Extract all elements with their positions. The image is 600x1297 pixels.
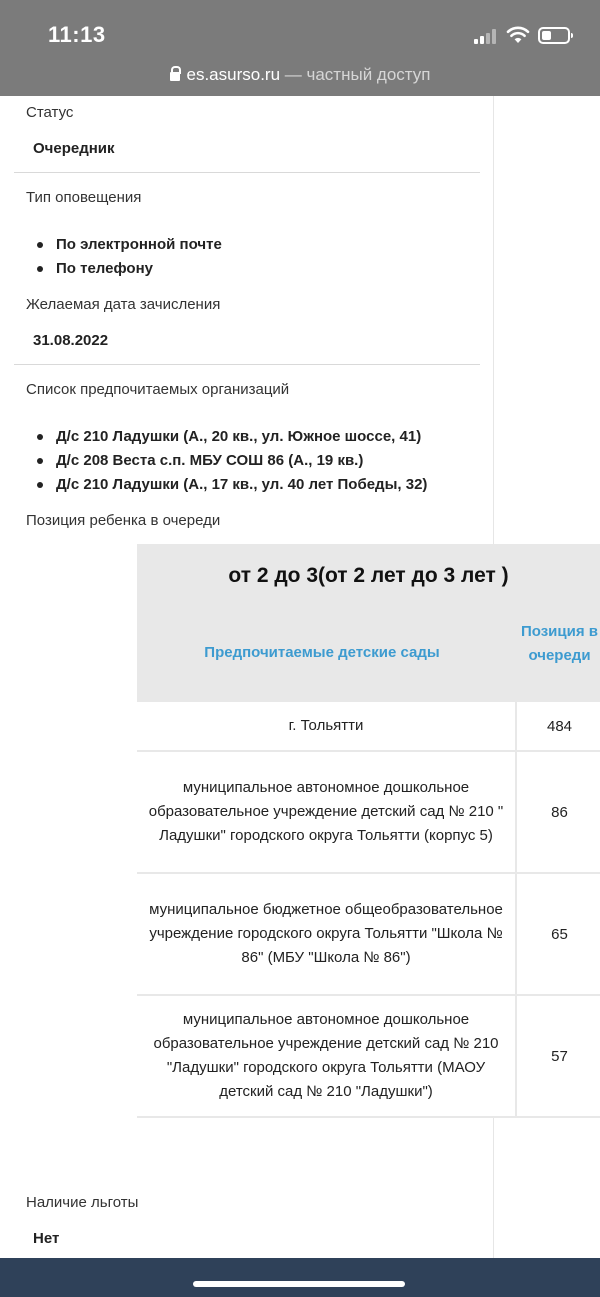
queue-position-value: 57 [551,1047,568,1065]
kindergarten-name: г. Тольятти [137,702,517,750]
home-indicator[interactable] [193,1281,405,1287]
status-label: Статус [26,104,74,121]
kindergarten-name: муниципальное автономное дошкольное образовательное учреждение детский сад № 210 " Ладушки" городского округа Тольятти (корпус 5) [137,752,517,872]
url-access-text: — частный доступ [280,65,431,84]
list-item: По телефону [36,257,222,281]
list-item: По электронной почте [36,233,222,257]
bottom-bar [0,1258,600,1297]
desired-date-label: Желаемая дата зачисления [26,296,221,313]
browser-top-bar [0,0,600,96]
kindergarten-name: муниципальное бюджетное общеобразовательное учреждение городского округа Тольятти "Школа № 86" (МБУ "Школа № 86") [137,874,517,994]
wifi-icon [506,25,530,45]
lock-icon [170,72,180,81]
table-row [137,752,600,874]
table-row [137,874,600,996]
notification-type-list [36,233,222,281]
list-item: Д/с 210 Ладушки (А., 17 кв., ул. 40 лет Победы, 32) [36,473,427,497]
desired-date-value: 31.08.2022 [33,332,109,349]
table-row [137,996,600,1118]
benefit-value: Нет [33,1230,60,1247]
kindergarten-name: муниципальное автономное дошкольное образовательное учреждение детский сад № 210 "Ладушки" городского округа Тольятти (МАОУ детский сад № 210 "Ладушки") [137,996,517,1116]
list-item: Д/с 208 Веста с.п. МБУ СОШ 86 (А., 19 кв.) [36,449,427,473]
status-time: 11:13 [48,22,106,47]
column-header-kindergartens: Предпочитаемые детские сады [204,644,440,661]
battery-icon [538,27,570,44]
url-domain: es.asurso.ru [186,65,281,84]
table-row [137,702,600,752]
organizations-label: Список предпочитаемых организаций [26,381,290,398]
status-value: Очередник [33,140,115,157]
list-item: Д/с 210 Ладушки (А., 20 кв., ул. Южное шоссе, 41) [36,425,427,449]
divider [14,172,480,173]
column-header-position: Позиция в очереди [520,623,598,664]
organizations-list [36,425,427,497]
queue-position-value: 86 [551,803,568,821]
queue-group-title: от 2 до 3(от 2 лет до 3 лет ) [228,564,509,587]
queue-position-label: Позиция ребенка в очереди [26,512,221,529]
address-bar[interactable] [0,65,600,85]
notification-type-label: Тип оповещения [26,189,142,206]
queue-table-header [137,544,600,702]
queue-position-value: 484 [546,717,573,735]
cellular-signal-icon [474,28,498,44]
divider [14,364,480,365]
queue-position-value: 65 [551,925,568,943]
benefit-label: Наличие льготы [26,1194,139,1211]
